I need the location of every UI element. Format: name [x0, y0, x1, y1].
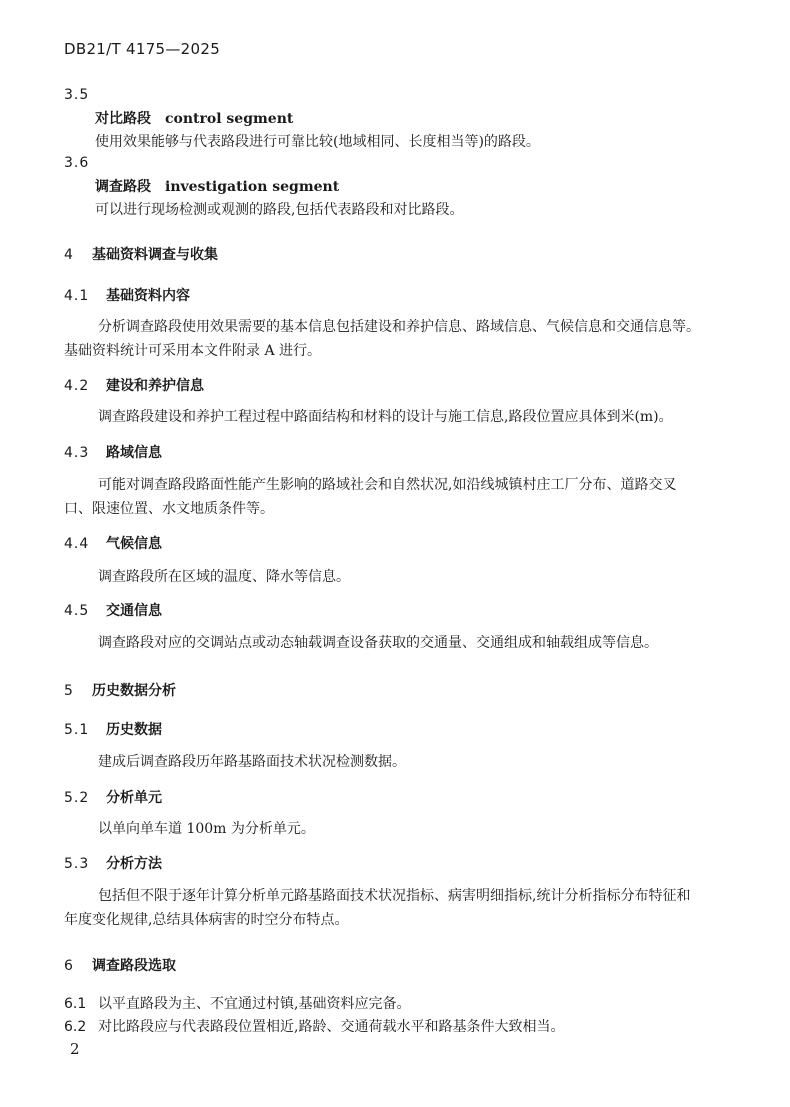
subsection-number: 4.2: [64, 378, 90, 394]
subsection-number: 4.1: [64, 288, 90, 304]
section-number: 5: [64, 683, 73, 699]
term-zh: 调查路段: [95, 179, 151, 195]
section-title: 基础资料调查与收集: [92, 247, 218, 263]
document-code: DB21/T 4175—2025: [64, 40, 221, 58]
paragraph-line: 分析调查路段使用效果需要的基本信息包括建设和养护信息、路域信息、气候信息和交通信息等。: [98, 319, 700, 335]
clause-6-1: [64, 993, 410, 1013]
section-heading-6: [64, 955, 176, 975]
clause-6-2: [64, 1016, 564, 1036]
subsection-heading-5-3: [64, 853, 162, 873]
paragraph-line: 调查路段对应的交调站点或动态轴载调查设备获取的交通量、交通组成和轴载组成等信息。: [98, 635, 658, 651]
section-heading-5: [64, 680, 176, 700]
subsection-heading-5-1: [64, 719, 162, 739]
clause-number: 6.2: [64, 1019, 87, 1035]
subsection-number: 4.3: [64, 445, 90, 461]
clause-number-3-6: 3.6: [64, 155, 90, 171]
paragraph-line: 建成后调查路段历年路基路面技术状况检测数据。: [98, 754, 406, 770]
subsection-heading-4-1: [64, 285, 190, 305]
subsection-number: 5.1: [64, 722, 90, 738]
paragraph-line: 调查路段建设和养护工程过程中路面结构和材料的设计与施工信息,路段位置应具体到米(m)。: [98, 409, 673, 425]
subsection-title: 分析单元: [106, 790, 162, 806]
subsection-title: 建设和养护信息: [106, 378, 204, 394]
subsection-heading-4-4: [64, 533, 162, 553]
subsection-title: 基础资料内容: [106, 288, 190, 304]
subsection-title: 气候信息: [106, 536, 162, 552]
section-title: 调查路段选取: [92, 958, 176, 974]
subsection-heading-4-2: [64, 375, 204, 395]
page-number: 2: [70, 1040, 80, 1058]
term-zh: 对比路段: [95, 111, 151, 127]
term-en: control segment: [165, 111, 294, 127]
section-number: 4: [64, 247, 73, 263]
subsection-heading-4-5: [64, 600, 162, 620]
subsection-number: 4.5: [64, 603, 90, 619]
subsection-title: 交通信息: [106, 603, 162, 619]
subsection-number: 5.3: [64, 856, 90, 872]
section-heading-4: [64, 244, 218, 264]
term-en: investigation segment: [165, 179, 340, 195]
subsection-heading-5-2: [64, 787, 162, 807]
subsection-title: 路域信息: [106, 445, 162, 461]
term-investigation-segment: [95, 176, 339, 196]
clause-text: 对比路段应与代表路段位置相近,路龄、交通荷载水平和路基条件大致相当。: [98, 1019, 565, 1035]
paragraph-line: 以单向单车道 100m 为分析单元。: [98, 821, 315, 837]
section-number: 6: [64, 958, 73, 974]
term-control-segment: [95, 108, 293, 128]
paragraph-line: 调查路段所在区域的温度、降水等信息。: [98, 569, 350, 585]
subsection-heading-4-3: [64, 442, 162, 462]
term-definition: 可以进行现场检测或观测的路段,包括代表路段和对比路段。: [95, 202, 464, 218]
paragraph-line: 基础资料统计可采用本文件附录 A 进行。: [64, 343, 322, 359]
term-definition: 使用效果能够与代表路段进行可靠比较(地域相同、长度相当等)的路段。: [95, 134, 540, 150]
paragraph-line: 口、限速位置、水文地质条件等。: [64, 501, 274, 517]
clause-number: 6.1: [64, 996, 87, 1012]
clause-number-3-5: 3.5: [64, 87, 90, 103]
paragraph-line: 可能对调查路段路面性能产生影响的路域社会和自然状况,如沿线城镇村庄工厂分布、道路交叉: [98, 477, 677, 493]
subsection-title: 分析方法: [106, 856, 162, 872]
paragraph-line: 年度变化规律,总结具体病害的时空分布特点。: [64, 912, 349, 928]
subsection-number: 4.4: [64, 536, 90, 552]
section-title: 历史数据分析: [92, 683, 176, 699]
subsection-number: 5.2: [64, 790, 90, 806]
clause-text: 以平直路段为主、不宜通过村镇,基础资料应完备。: [98, 996, 411, 1012]
paragraph-line: 包括但不限于逐年计算分析单元路基路面技术状况指标、病害明细指标,统计分析指标分布特征和: [98, 888, 691, 904]
subsection-title: 历史数据: [106, 722, 162, 738]
